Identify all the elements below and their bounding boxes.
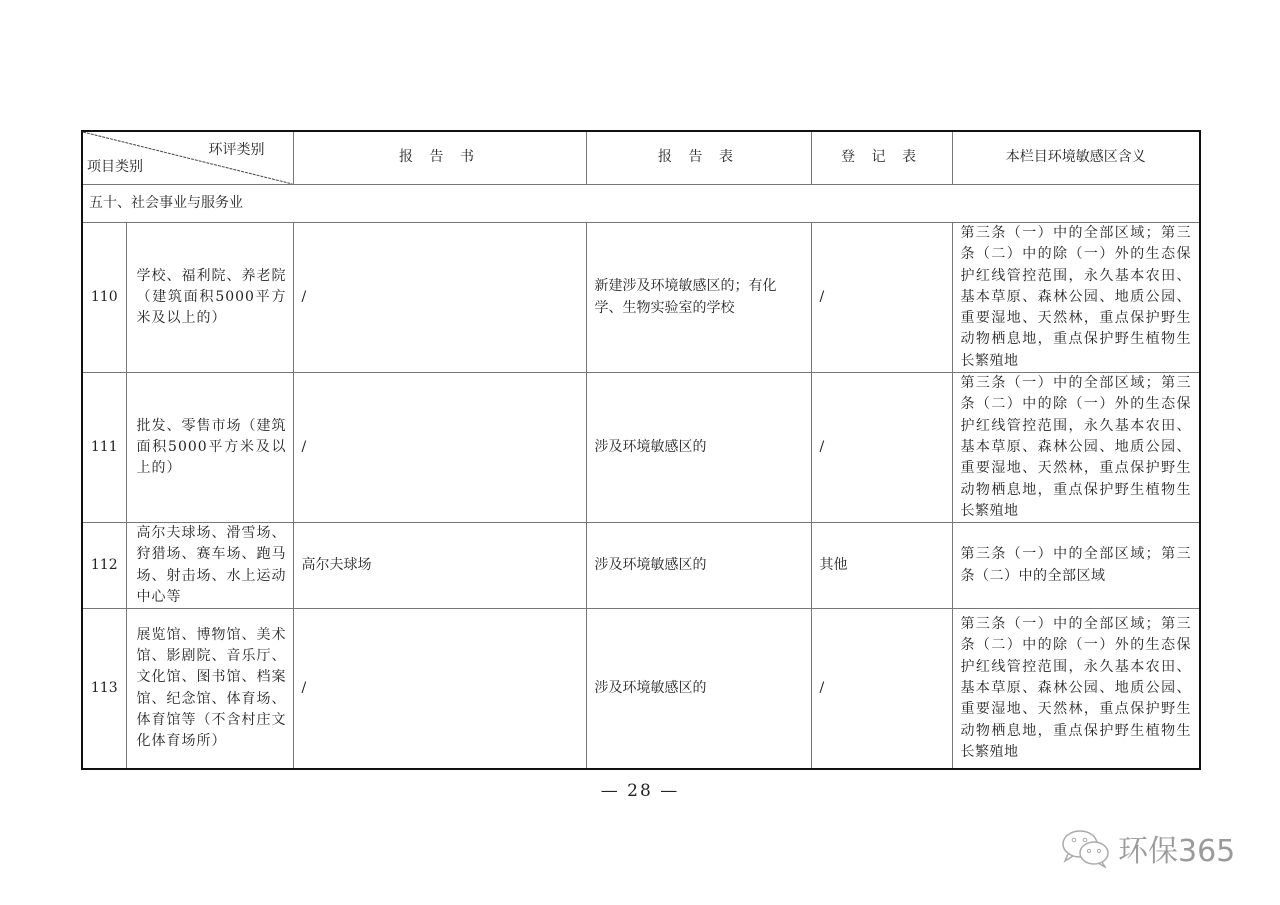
- row-number: 112: [82, 523, 126, 609]
- row-number: 110: [82, 223, 126, 373]
- eia-category-label: 环评类别: [208, 142, 265, 158]
- row-number: 113: [82, 609, 126, 769]
- eia-classification-table: [81, 130, 1201, 770]
- project-name: 高尔夫球场、滑雪场、狩猎场、赛车场、跑马场、射击场、水上运动中心等: [126, 523, 293, 609]
- wechat-icon: [1060, 828, 1112, 868]
- diagonal-header-cell: [82, 131, 293, 185]
- report-form-value: 涉及环境敏感区的: [586, 373, 811, 523]
- project-name: 展览馆、博物馆、美术馆、影剧院、音乐厅、文化馆、图书馆、档案馆、纪念馆、体育场、体育馆等（不含村庄文化体育场所）: [126, 609, 293, 769]
- page-number: — 28 —: [600, 781, 680, 801]
- col-header-report-book: 报 告 书: [293, 131, 586, 185]
- project-name: 学校、福利院、养老院（建筑面积5000平方米及以上的）: [126, 223, 293, 373]
- col-header-sensitive-area-meaning: 本栏目环境敏感区含义: [952, 131, 1200, 185]
- register-value: /: [811, 609, 952, 769]
- report-book-value: 高尔夫球场: [293, 523, 586, 609]
- project-name: 批发、零售市场（建筑面积5000平方米及以上的）: [126, 373, 293, 523]
- sensitive-area-meaning: 第三条（一）中的全部区域；第三条（二）中的除（一）外的生态保护红线管控范围，永久基本农田、基本草原、森林公园、地质公园、重要湿地、天然林，重点保护野生动物栖息地，重点保护野生植物生长繁殖地: [952, 609, 1200, 769]
- sensitive-area-meaning: 第三条（一）中的全部区域；第三条（二）中的除（一）外的生态保护红线管控范围，永久基本农田、基本草原、森林公园、地质公园、重要湿地、天然林，重点保护野生动物栖息地，重点保护野生植物生长繁殖地: [952, 373, 1200, 523]
- register-value: /: [811, 223, 952, 373]
- table-row: [82, 373, 1200, 523]
- report-book-value: /: [293, 609, 586, 769]
- register-value: /: [811, 373, 952, 523]
- table-header-row: [82, 131, 1200, 185]
- table-row: [82, 609, 1200, 769]
- project-category-label: 项目类别: [87, 158, 143, 175]
- report-form-value: 新建涉及环境敏感区的；有化学、生物实验室的学校: [586, 223, 811, 373]
- register-value: 其他: [811, 523, 952, 609]
- row-number: 111: [82, 373, 126, 523]
- sensitive-area-meaning: 第三条（一）中的全部区域；第三条（二）中的除（一）外的生态保护红线管控范围，永久基本农田、基本草原、森林公园、地质公园、重要湿地、天然林，重点保护野生动物栖息地，重点保护野生植物生长繁殖地: [952, 223, 1200, 373]
- report-book-value: /: [293, 223, 586, 373]
- report-form-value: 涉及环境敏感区的: [586, 523, 811, 609]
- col-header-register-form: 登 记 表: [811, 131, 952, 185]
- report-form-value: 涉及环境敏感区的: [586, 609, 811, 769]
- sensitive-area-meaning: 第三条（一）中的全部区域；第三条（二）中的全部区域: [952, 523, 1200, 609]
- watermark-text: 环保365: [1118, 834, 1236, 869]
- report-book-value: /: [293, 373, 586, 523]
- watermark: [1060, 826, 1235, 870]
- col-header-report-form: 报 告 表: [586, 131, 811, 185]
- table-row: [82, 523, 1200, 609]
- table-row: [82, 223, 1200, 373]
- section-title: 五十、社会事业与服务业: [82, 185, 1200, 223]
- section-row: [82, 185, 1200, 223]
